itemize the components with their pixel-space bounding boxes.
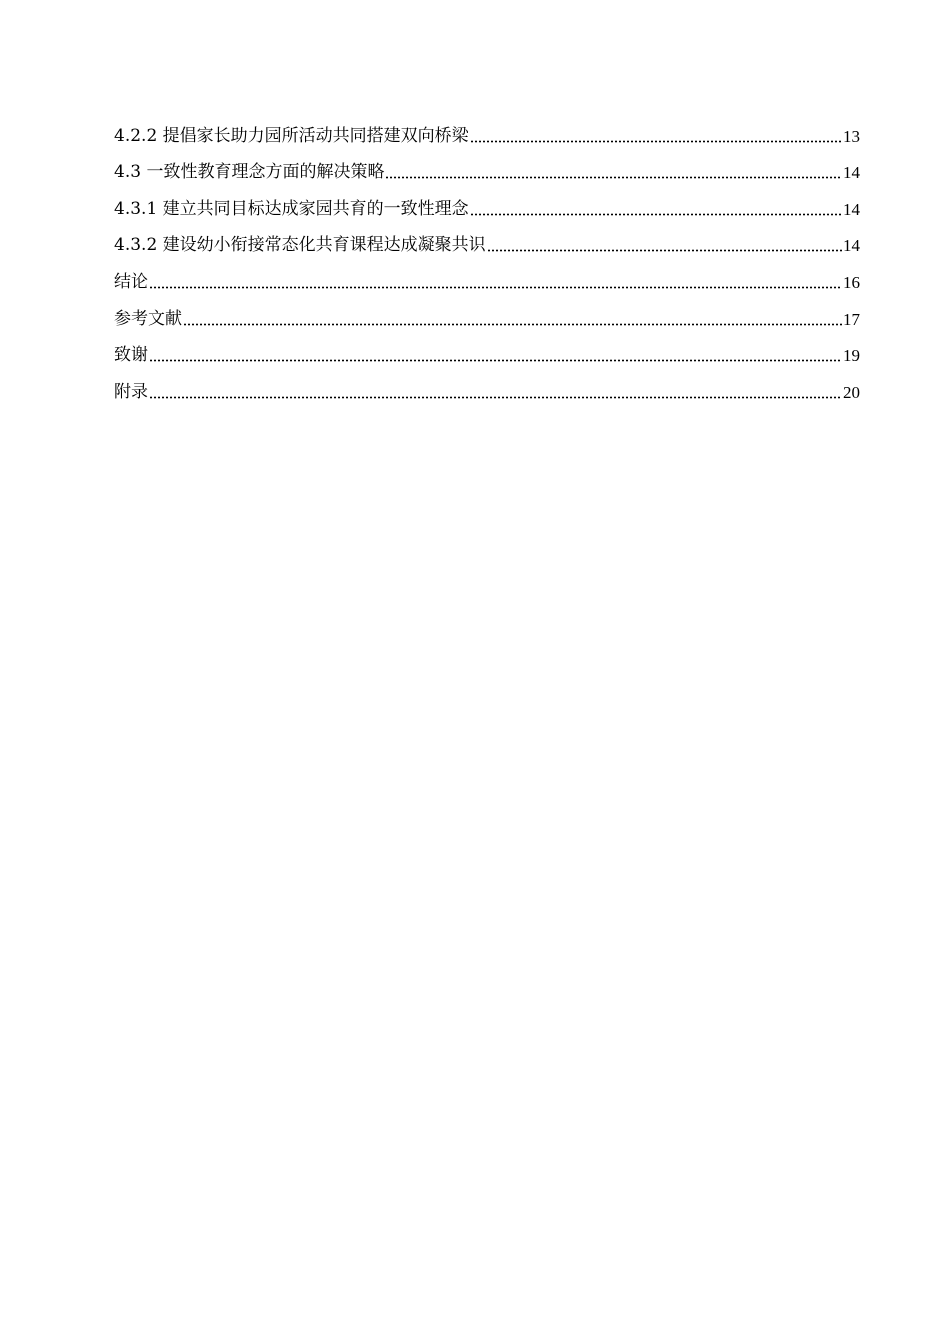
toc-entry-page: 14 (843, 236, 860, 256)
toc-entry-title: 附录 (114, 381, 148, 402)
toc-entry-title: 致谢 (114, 345, 148, 366)
toc-entry-title: 4.3 一致性教育理念方面的解决策略 (114, 162, 385, 183)
toc-entry[interactable] (114, 183, 860, 220)
toc-entry-page: 20 (843, 382, 860, 402)
toc-entry-page: 14 (843, 163, 860, 183)
toc-entry[interactable] (114, 366, 860, 403)
toc-dot-leader (149, 286, 842, 289)
toc-dot-leader (149, 359, 842, 362)
toc-entry-title: 结论 (114, 271, 148, 292)
toc-dot-leader (470, 213, 842, 216)
toc-entry-page: 16 (843, 272, 860, 292)
toc-entry-page: 14 (843, 199, 860, 219)
toc-entry[interactable] (114, 220, 860, 257)
toc-entry-title: 参考文献 (114, 308, 182, 329)
toc-dot-leader (487, 249, 842, 252)
toc-dot-leader (385, 176, 842, 179)
toc-entry-title: 4.2.2 提倡家长助力园所活动共同搭建双向桥梁 (114, 125, 469, 146)
toc-entry-page: 17 (843, 309, 860, 329)
toc-entry-title: 4.3.2 建设幼小衔接常态化共育课程达成凝聚共识 (114, 235, 486, 256)
toc-dot-leader (183, 323, 842, 326)
toc-entry[interactable] (114, 147, 860, 184)
toc-entry[interactable] (114, 110, 860, 147)
toc-dot-leader (470, 140, 842, 143)
toc-entry-title: 4.3.1 建立共同目标达成家园共育的一致性理念 (114, 198, 469, 219)
toc-entry-page: 19 (843, 346, 860, 366)
toc-entry-page: 13 (843, 126, 860, 146)
toc-entry[interactable] (114, 256, 860, 293)
toc-dot-leader (149, 396, 842, 399)
table-of-contents (114, 110, 860, 403)
toc-entry[interactable] (114, 330, 860, 367)
toc-entry[interactable] (114, 293, 860, 330)
